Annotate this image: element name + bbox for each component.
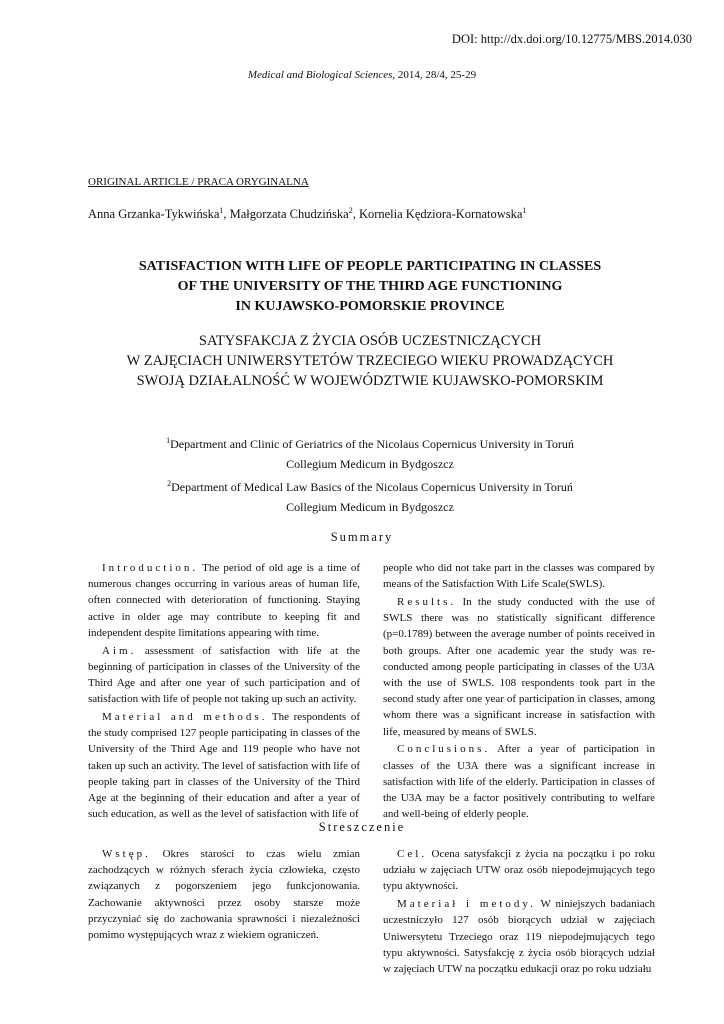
streszczenie-heading: Streszczenie [318,820,406,834]
streszczenie-left-column [88,846,360,945]
summary-paragraph [383,741,655,822]
paragraph-text: people who did not take part in the classes was compared by means of the Satisfaction With Life Scale(SWLS). [383,562,655,591]
author-affiliation-mark: 1 [522,206,527,215]
affiliation-text: Department and Clinic of Geriatrics of the Nicolaus Copernicus University in Toruń [170,437,574,451]
title-polish [60,331,680,391]
author-affiliation-mark: 1 [219,206,224,215]
summary-paragraph [88,643,360,708]
journal-citation [0,69,724,81]
affiliation-mark: 1 [166,436,171,445]
title-line: OF THE UNIVERSITY OF THE THIRD AGE FUNCTIONING [177,279,563,294]
paragraph-lead: Cel. [397,848,428,860]
title-line: W ZAJĘCIACH UNIWERSYTETÓW TRZECIEGO WIEKU PROWADZĄCYCH [126,353,614,369]
streszczenie-paragraph [383,896,655,977]
paragraph-text: The period of old age is a time of numerous changes occurring in various areas of human life, often connected with deterioration of functioning. Staying active in older age may contribute to keeping fit and independent despite limitations appearing with time. [88,562,360,639]
title-line: SATYSFAKCJA Z ŻYCIA OSÓB UCZESTNICZĄCYCH [198,333,542,349]
affiliation-line: Collegium Medicum in Bydgoszcz [286,456,454,471]
title-line: IN KUJAWSKO-POMORSKIE PROVINCE [235,299,505,314]
summary-paragraph [383,560,655,592]
journal-name: Medical and Biological Sciences [247,69,393,81]
affiliation-line [60,431,680,455]
summary-right-column [383,560,655,824]
journal-volume: , 2014, 28/4, 25-29 [392,69,477,81]
summary-heading: Summary [330,530,394,544]
affiliation-text: Department of Medical Law Basics of the Nicolaus Copernicus University in Toruń [171,480,573,494]
author-name: Małgorzata Chudzińska [229,207,349,222]
summary-paragraph [88,560,360,641]
title-line: SATISFACTION WITH LIFE OF PEOPLE PARTICIPATING IN CLASSES [138,259,602,274]
title-english [60,257,680,317]
streszczenie-paragraph [383,846,655,895]
paragraph-text: Okres starości to czas wielu zmian zachodzących w różnych sferach życia człowieka, często związanych z pogorszeniem jego funkcjonowania. Zachowanie aktywności przez osoby starsze może przyczyniać się do zachowania sprawności i niezależności pomimo występujących wraz z wiekiem ograniczeń. [88,848,360,942]
summary-left-column [88,560,360,824]
paragraph-lead: Introduction. [102,562,199,574]
paragraph-text: The respondents of the study comprised 127 people participating in classes of the University of the Third Age and 119 people who have not taken up such an activity. The level of satisfaction with life of people taking part in classes of the University of the Third Age at the beginning of their education and after a year of such education, as well as the level of satisfaction with life of [88,711,360,821]
affiliation-mark: 2 [167,479,172,488]
paragraph-lead: Results. [397,596,457,608]
paragraph-lead: Material and methods. [102,711,268,724]
paragraph-lead: Materiał i metody. [397,898,536,911]
paragraph-lead: Wstęp. [102,848,151,860]
author-name: Kornelia Kędziora-Kornatowska [358,207,523,222]
affiliation-line: Collegium Medicum in Bydgoszcz [286,499,454,514]
paragraph-text: W niniejszych badaniach uczestniczyło 127 osób biorących udział w zajęciach Uniwersytetu Trzeciego oraz 119 niepodejmujących tego typu aktywności. Satysfakcję z życia osób biorących udział w zajęciach UTW na początku edukacji oraz po roku udziału [383,898,655,976]
author-separator: , [223,207,230,222]
doi-link[interactable]: DOI: http://dx.doi.org/10.12775/MBS.2014.030 [451,32,692,46]
author-name: Anna Grzanka-Tykwińska [88,207,220,222]
summary-paragraph [88,709,360,822]
paragraph-text: After a year of participation in classes of the U3A there was a significant increase in satisfaction with life of the elderly. Participation in classes of the U3A may be a factor positively contributing to welfare and well-being of elderly people. [383,743,655,821]
paragraph-text: assessment of satisfaction with life at the beginning of participation in classes of the University of the Third Age and after one year of such participation and of satisfaction with life of people not taking up such an activity. [88,644,360,706]
streszczenie-right-column [383,846,655,979]
affiliation-line [60,474,680,498]
author-affiliation-mark: 2 [348,206,353,215]
summary-paragraph [383,594,655,740]
paragraph-text: Ocena satysfakcji z życia na początku i po roku udziału w zajęciach UTW oraz osób niepodejmujących tego typu aktywności. [383,848,655,893]
article-type: ORIGINAL ARTICLE / PRACA ORYGINALNA [88,176,309,188]
paragraph-lead: Aim. [102,644,137,657]
affiliations [60,431,680,517]
streszczenie-paragraph [88,846,360,943]
paragraph-text: In the study conducted with the use of SWLS there was no statistically significant difference (p=0.1789) between the average number of points received in both groups. After one academic year the study was re-conducted among people participating in classes of the U3A with the use of SWLS. 108 respondents took part in the second study after one year of participation in classes, among whom there was a significant increase in satisfaction with life, measured by means of SWLS. [383,596,655,738]
paragraph-lead: Conclusions. [397,743,491,756]
author-separator: , [352,207,359,222]
title-line: SWOJĄ DZIAŁALNOŚĆ W WOJEWÓDZTWIE KUJAWSKO-POMORSKIM [136,373,604,389]
author-list [88,206,526,222]
